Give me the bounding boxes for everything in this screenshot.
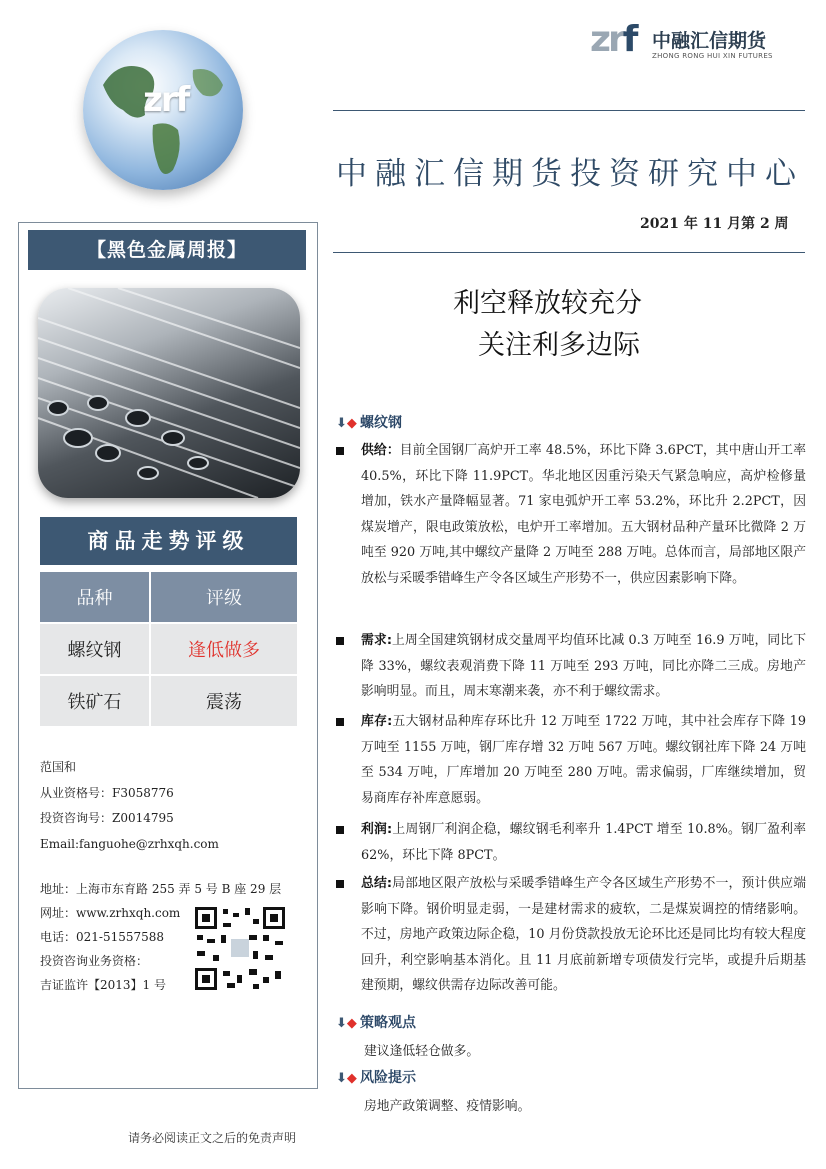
- author-email: Email:fanguohe@zrhxqh.com: [40, 836, 219, 851]
- section-title: 螺纹钢: [360, 415, 402, 431]
- header-rule-top: [333, 110, 805, 111]
- section-rebar: [336, 412, 402, 432]
- qr-code-icon: [193, 905, 287, 992]
- brand-name-cn: 中融汇信期货: [652, 30, 767, 52]
- bullet-icon: [336, 718, 344, 726]
- report-headline: [420, 283, 720, 367]
- risk-text: 房地产政策调整、疫情影响。: [364, 1099, 531, 1114]
- bullet-icon: [336, 637, 344, 645]
- section-arrow-icon: ⬇◆: [336, 1016, 357, 1031]
- report-title: 【黑色金属周报】: [28, 230, 306, 270]
- website: 网址：www.zrhxqh.com: [40, 906, 181, 920]
- steel-pipes-image: [38, 288, 300, 498]
- label-profit: 利润:: [361, 822, 393, 837]
- bullet-icon: [336, 826, 344, 834]
- text-demand: 上周全国建筑钢材成交量周平均值环比减 0.3 万吨至 16.9 万吨，同比下降 33%，螺纹表观消费下降 11 万吨至 293 万吨，同比亦降二三成。房地产影响明显。而且，周末寒潮来袭，亦不利于螺纹需求。: [361, 633, 806, 700]
- strategy-text: 建议逢低轻仓做多。: [364, 1044, 480, 1059]
- paragraph-supply: [361, 438, 806, 592]
- license-label: 投资咨询业务资格：: [40, 954, 149, 968]
- phone: 电话：021-51557588: [40, 930, 165, 944]
- section-strategy: [336, 1012, 416, 1032]
- research-center-title: 中融汇信期货投资研究中心: [336, 156, 804, 192]
- brand-name-en: ZHONG RONG HUI XIN FUTURES: [652, 52, 773, 60]
- license-number: 吉证监许【2013】1 号: [40, 978, 166, 992]
- section-risk: [336, 1067, 416, 1087]
- bullet-icon: [336, 447, 344, 455]
- label-demand: 需求:: [361, 633, 392, 648]
- author-info: [40, 755, 219, 857]
- section-arrow-icon: ⬇◆: [336, 416, 357, 431]
- row-rating: 震荡: [149, 676, 297, 726]
- bullet-icon: [336, 880, 344, 888]
- header-rule-bottom: [333, 252, 805, 253]
- label-supply: 供给：: [361, 443, 400, 458]
- rating-table-header: [40, 572, 297, 622]
- text-profit: 上周钢厂利润企稳，螺纹钢毛利率升 1.4PCT 增至 10.8%。钢厂盈利率 62%，环比下降 8PCT。: [361, 822, 806, 863]
- paragraph-inventory: [361, 709, 806, 811]
- rating-title: 商品走势评级: [40, 517, 297, 565]
- header-item: 品种: [40, 572, 149, 622]
- section-title: 风险提示: [360, 1070, 416, 1086]
- label-summary: 总结:: [361, 876, 392, 891]
- header-rating: 评级: [149, 572, 297, 622]
- headline-line-2: 关注利多边际: [478, 330, 640, 361]
- row-item: 螺纹钢: [40, 624, 149, 674]
- table-row: [40, 676, 297, 726]
- label-inventory: 库存:: [361, 714, 393, 729]
- globe-zrf-mark: zrf: [143, 80, 189, 120]
- text-inventory: 五大钢材品种库存环比升 12 万吨至 1722 万吨，其中社会库存下降 19 万吨至 1155 万吨，钢厂库存增 32 万吨 567 万吨。螺纹钢社库下降 24 万吨至 534 万吨，厂库增加 20 万吨至 280 万吨。需求偏弱，厂库继续增加，贸易商库存补库意愿弱。: [361, 714, 806, 806]
- author-name: 范国和: [40, 760, 77, 774]
- rating-table: [40, 570, 297, 728]
- paragraph-summary: [361, 871, 806, 999]
- author-consult-number: 投资咨询号：Z0014795: [40, 811, 174, 825]
- text-summary: 局部地区限产放松与采暖季错峰生产令各区域生产形势不一，预计供应端影响下降。钢价明显走弱，一是建材需求的疲软，二是煤炭调控的情绪影响。不过，房地产政策边际企稳，10 月份贷款投放无论环比还是同比均有较大程度回升，利空影响基本消化。且 11 月底前新增专项债发行完毕，或提升后期基建预期，螺纹供需存边际改善可能。: [361, 876, 806, 994]
- paragraph-profit: [361, 817, 806, 868]
- disclaimer-note: 请务必阅读正文之后的免责声明: [128, 1131, 297, 1145]
- text-supply: 目前全国钢厂高炉开工率 48.5%，环比下降 3.6PCT，其中唐山开工率 40.5%，环比下降 11.9PCT。华北地区因重污染天气紧急响应，高炉检修量增加，铁水产量降幅显著。71 家电弧炉开工率 53.2%，环比升 2.2PCT，因煤炭增产，限电政策放松，电炉开工率增加。五大钢材品种产量环比微降 2 万吨至 920 万吨,其中螺纹产量降 2 万吨至 288 万吨。总体而言，局部地区限产放松与采暖季错峰生产令各区域生产形势不一，供应因素影响下降。: [361, 443, 807, 586]
- issue-date: 2021 年 11 月第 2 周: [640, 216, 789, 232]
- section-arrow-icon: ⬇◆: [336, 1071, 357, 1086]
- paragraph-demand: [361, 628, 806, 705]
- address: 地址：上海市东育路 255 弄 5 号 B 座 29 层: [40, 882, 282, 896]
- globe-logo-image: [83, 30, 243, 190]
- row-rating: 逢低做多: [149, 624, 297, 674]
- headline-line-1: 利空释放较充分: [453, 288, 642, 319]
- table-row: [40, 624, 297, 674]
- author-qualification: 从业资格号：F3058776: [40, 785, 174, 800]
- brand-logo: [590, 20, 790, 65]
- row-item: 铁矿石: [40, 676, 149, 726]
- section-title: 策略观点: [360, 1015, 416, 1031]
- brand-mark-icon: zrf: [590, 19, 636, 60]
